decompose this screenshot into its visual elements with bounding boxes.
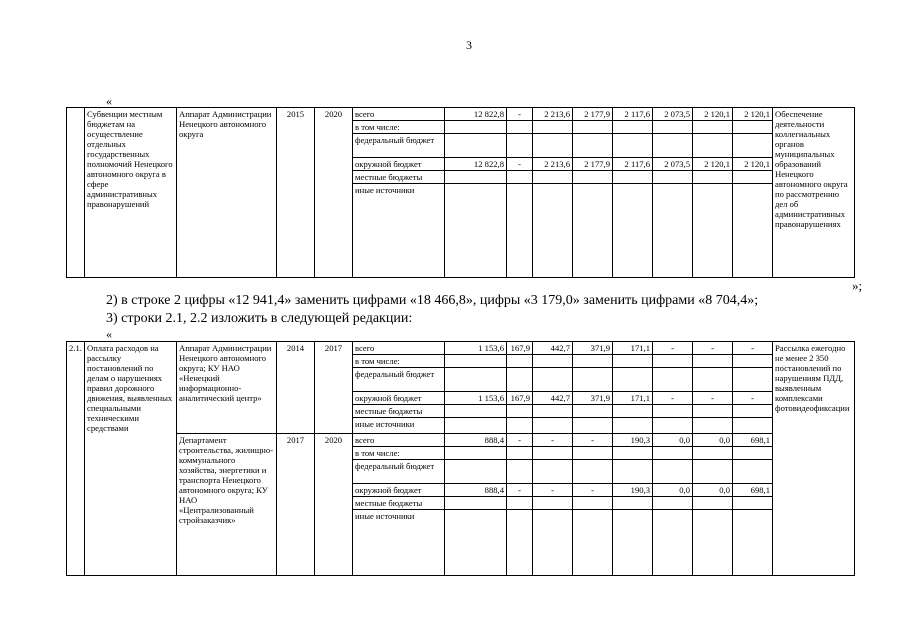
year-value-cell: 2 117,6 bbox=[613, 108, 653, 121]
year-value-cell bbox=[507, 510, 533, 576]
year-value-cell bbox=[533, 368, 573, 392]
year-value-cell bbox=[653, 460, 693, 484]
year-value-cell bbox=[507, 121, 533, 134]
year-value-cell bbox=[533, 184, 573, 278]
source-cell: иные источники bbox=[353, 184, 445, 278]
start-year-cell: 2017 bbox=[277, 434, 315, 576]
source-cell: местные бюджеты bbox=[353, 405, 445, 418]
year-value-cell: 171,1 bbox=[613, 342, 653, 355]
year-value-cell: - bbox=[507, 108, 533, 121]
year-value-cell bbox=[653, 510, 693, 576]
total-cell: 1 153,6 bbox=[445, 342, 507, 355]
source-cell: иные источники bbox=[353, 510, 445, 576]
year-value-cell bbox=[693, 460, 733, 484]
year-value-cell: 2 120,1 bbox=[733, 158, 773, 171]
year-value-cell: 2 073,5 bbox=[653, 108, 693, 121]
year-value-cell: 171,1 bbox=[613, 392, 653, 405]
total-cell bbox=[445, 418, 507, 434]
total-cell bbox=[445, 134, 507, 158]
year-value-cell bbox=[533, 171, 573, 184]
year-value-cell: - bbox=[573, 434, 613, 447]
year-value-cell: 2 213,6 bbox=[533, 158, 573, 171]
number-cell bbox=[67, 108, 85, 278]
year-value-cell bbox=[573, 184, 613, 278]
event-name-cell: Субвенции местным бюджетам на осуществление отдельных государственных полномочий Ненецкого автономного округа в сфере административных правонарушений bbox=[85, 108, 177, 278]
year-value-cell: 698,1 bbox=[733, 434, 773, 447]
year-value-cell bbox=[613, 171, 653, 184]
year-value-cell bbox=[733, 497, 773, 510]
year-value-cell: 0,0 bbox=[653, 434, 693, 447]
open-quote-1: « bbox=[106, 94, 112, 108]
executor-cell: Департамент строительства, жилищно-коммунального хозяйства, энергетики и транспорта Ненецкого автономного округа; КУ НАО «Централизованный стройзаказчик» bbox=[177, 434, 277, 576]
year-value-cell bbox=[613, 405, 653, 418]
year-value-cell bbox=[507, 171, 533, 184]
total-cell bbox=[445, 460, 507, 484]
source-cell: федеральный бюджет bbox=[353, 460, 445, 484]
year-value-cell bbox=[613, 184, 653, 278]
year-value-cell bbox=[693, 355, 733, 368]
year-value-cell: - bbox=[573, 484, 613, 497]
result-cell: Рассылка ежегодно не менее 2 350 постановлений по нарушениям ПДД, выявленным комплексами фотовидеофиксации bbox=[773, 342, 855, 576]
year-value-cell bbox=[573, 355, 613, 368]
year-value-cell: - bbox=[507, 158, 533, 171]
year-value-cell bbox=[507, 134, 533, 158]
source-cell: окружной бюджет bbox=[353, 484, 445, 497]
year-value-cell bbox=[533, 497, 573, 510]
executor-cell: Аппарат Администрации Ненецкого автономного округа; КУ НАО «Ненецкий информационно-аналитический центр» bbox=[177, 342, 277, 434]
open-quote-2: « bbox=[106, 327, 112, 341]
end-year-cell: 2017 bbox=[315, 342, 353, 434]
year-value-cell bbox=[533, 510, 573, 576]
year-value-cell: 0,0 bbox=[693, 484, 733, 497]
year-value-cell: 2 177,9 bbox=[573, 108, 613, 121]
year-value-cell bbox=[733, 171, 773, 184]
year-value-cell bbox=[573, 405, 613, 418]
year-value-cell bbox=[693, 184, 733, 278]
year-value-cell bbox=[507, 497, 533, 510]
year-value-cell bbox=[733, 447, 773, 460]
year-value-cell bbox=[693, 368, 733, 392]
year-value-cell: 2 073,5 bbox=[653, 158, 693, 171]
year-value-cell bbox=[533, 405, 573, 418]
table-row bbox=[67, 434, 855, 447]
year-value-cell bbox=[533, 121, 573, 134]
source-cell: окружной бюджет bbox=[353, 158, 445, 171]
year-value-cell bbox=[507, 184, 533, 278]
year-value-cell bbox=[613, 121, 653, 134]
year-value-cell bbox=[733, 355, 773, 368]
year-value-cell bbox=[533, 134, 573, 158]
total-cell: 12 822,8 bbox=[445, 108, 507, 121]
year-value-cell bbox=[653, 447, 693, 460]
year-value-cell bbox=[693, 510, 733, 576]
year-value-cell: 190,3 bbox=[613, 434, 653, 447]
year-value-cell: - bbox=[693, 342, 733, 355]
paragraph-2: 2) в строке 2 цифры «12 941,4» заменить цифрами «18 466,8», цифры «3 179,0» заменить цифрами «8 704,4»; bbox=[106, 293, 759, 308]
year-value-cell bbox=[613, 447, 653, 460]
year-value-cell bbox=[613, 497, 653, 510]
year-value-cell bbox=[573, 460, 613, 484]
year-value-cell bbox=[693, 497, 733, 510]
year-value-cell: 371,9 bbox=[573, 342, 613, 355]
year-value-cell: - bbox=[653, 342, 693, 355]
year-value-cell bbox=[733, 134, 773, 158]
total-cell bbox=[445, 497, 507, 510]
total-cell: 888,4 bbox=[445, 434, 507, 447]
year-value-cell bbox=[507, 460, 533, 484]
year-value-cell bbox=[653, 355, 693, 368]
year-value-cell: - bbox=[533, 434, 573, 447]
executor-cell: Аппарат Администрации Ненецкого автономного округа bbox=[177, 108, 277, 278]
year-value-cell bbox=[693, 418, 733, 434]
year-value-cell bbox=[693, 171, 733, 184]
source-cell: всего bbox=[353, 342, 445, 355]
year-value-cell bbox=[733, 460, 773, 484]
year-value-cell bbox=[507, 355, 533, 368]
year-value-cell: 0,0 bbox=[653, 484, 693, 497]
year-value-cell bbox=[653, 418, 693, 434]
source-cell: местные бюджеты bbox=[353, 171, 445, 184]
paragraph-3: 3) строки 2.1, 2.2 изложить в следующей редакции: bbox=[106, 311, 413, 326]
year-value-cell bbox=[653, 171, 693, 184]
source-cell: всего bbox=[353, 108, 445, 121]
total-cell bbox=[445, 368, 507, 392]
source-cell: в том числе: bbox=[353, 121, 445, 134]
start-year-cell: 2014 bbox=[277, 342, 315, 434]
table-subventions bbox=[66, 107, 855, 278]
year-value-cell: - bbox=[693, 392, 733, 405]
total-cell bbox=[445, 405, 507, 418]
year-value-cell bbox=[507, 447, 533, 460]
year-value-cell bbox=[573, 121, 613, 134]
year-value-cell: 190,3 bbox=[613, 484, 653, 497]
year-value-cell bbox=[573, 510, 613, 576]
total-cell bbox=[445, 184, 507, 278]
year-value-cell bbox=[507, 418, 533, 434]
source-cell: в том числе: bbox=[353, 447, 445, 460]
year-value-cell: 371,9 bbox=[573, 392, 613, 405]
table-row bbox=[67, 108, 855, 121]
year-value-cell bbox=[533, 460, 573, 484]
total-cell: 1 153,6 bbox=[445, 392, 507, 405]
year-value-cell bbox=[507, 405, 533, 418]
source-cell: окружной бюджет bbox=[353, 392, 445, 405]
year-value-cell bbox=[733, 418, 773, 434]
year-value-cell bbox=[693, 134, 733, 158]
year-value-cell bbox=[653, 184, 693, 278]
year-value-cell: - bbox=[507, 484, 533, 497]
year-value-cell: 167,9 bbox=[507, 392, 533, 405]
year-value-cell bbox=[573, 418, 613, 434]
year-value-cell: 2 120,1 bbox=[733, 108, 773, 121]
source-cell: иные источники bbox=[353, 418, 445, 434]
page-number: 3 bbox=[466, 38, 472, 52]
source-cell: федеральный бюджет bbox=[353, 368, 445, 392]
total-cell: 12 822,8 bbox=[445, 158, 507, 171]
total-cell bbox=[445, 121, 507, 134]
table-rows-2-1 bbox=[66, 341, 855, 576]
year-value-cell: - bbox=[533, 484, 573, 497]
year-value-cell bbox=[653, 405, 693, 418]
year-value-cell bbox=[573, 447, 613, 460]
source-cell: федеральный бюджет bbox=[353, 134, 445, 158]
year-value-cell: - bbox=[653, 392, 693, 405]
year-value-cell bbox=[653, 497, 693, 510]
start-year-cell: 2015 bbox=[277, 108, 315, 278]
year-value-cell bbox=[573, 134, 613, 158]
year-value-cell bbox=[653, 368, 693, 392]
year-value-cell bbox=[693, 405, 733, 418]
year-value-cell bbox=[613, 355, 653, 368]
year-value-cell: 442,7 bbox=[533, 342, 573, 355]
number-cell: 2.1. bbox=[67, 342, 85, 576]
year-value-cell: 2 120,1 bbox=[693, 158, 733, 171]
year-value-cell bbox=[613, 134, 653, 158]
year-value-cell bbox=[653, 134, 693, 158]
year-value-cell bbox=[533, 447, 573, 460]
total-cell bbox=[445, 447, 507, 460]
total-cell bbox=[445, 510, 507, 576]
year-value-cell bbox=[533, 418, 573, 434]
result-cell: Обеспечение деятельности коллегиальных органов муниципальных образований Ненецкого автономного округа по рассмотрению дел об административных правонарушениях bbox=[773, 108, 855, 278]
year-value-cell bbox=[573, 171, 613, 184]
year-value-cell bbox=[573, 368, 613, 392]
year-value-cell bbox=[733, 405, 773, 418]
year-value-cell bbox=[573, 497, 613, 510]
year-value-cell: 2 120,1 bbox=[693, 108, 733, 121]
source-cell: местные бюджеты bbox=[353, 497, 445, 510]
year-value-cell: 0,0 bbox=[693, 434, 733, 447]
year-value-cell: - bbox=[733, 392, 773, 405]
year-value-cell bbox=[533, 355, 573, 368]
year-value-cell: 442,7 bbox=[533, 392, 573, 405]
year-value-cell: - bbox=[507, 434, 533, 447]
year-value-cell: - bbox=[733, 342, 773, 355]
end-year-cell: 2020 bbox=[315, 108, 353, 278]
event-name-cell: Оплата расходов на рассылку постановлений по делам о нарушениях правил дорожного движения, выявленных специальными техническими средствами bbox=[85, 342, 177, 576]
table-row bbox=[67, 342, 855, 355]
year-value-cell bbox=[733, 121, 773, 134]
year-value-cell bbox=[693, 121, 733, 134]
year-value-cell bbox=[733, 368, 773, 392]
year-value-cell: 698,1 bbox=[733, 484, 773, 497]
total-cell bbox=[445, 355, 507, 368]
total-cell bbox=[445, 171, 507, 184]
year-value-cell bbox=[613, 460, 653, 484]
year-value-cell: 2 213,6 bbox=[533, 108, 573, 121]
close-quote: »; bbox=[852, 278, 863, 293]
year-value-cell bbox=[613, 368, 653, 392]
year-value-cell bbox=[693, 447, 733, 460]
end-year-cell: 2020 bbox=[315, 434, 353, 576]
year-value-cell: 167,9 bbox=[507, 342, 533, 355]
year-value-cell bbox=[613, 418, 653, 434]
year-value-cell bbox=[733, 184, 773, 278]
source-cell: всего bbox=[353, 434, 445, 447]
total-cell: 888,4 bbox=[445, 484, 507, 497]
source-cell: в том числе: bbox=[353, 355, 445, 368]
year-value-cell bbox=[613, 510, 653, 576]
year-value-cell bbox=[733, 510, 773, 576]
year-value-cell bbox=[507, 368, 533, 392]
year-value-cell bbox=[653, 121, 693, 134]
year-value-cell: 2 177,9 bbox=[573, 158, 613, 171]
year-value-cell: 2 117,6 bbox=[613, 158, 653, 171]
